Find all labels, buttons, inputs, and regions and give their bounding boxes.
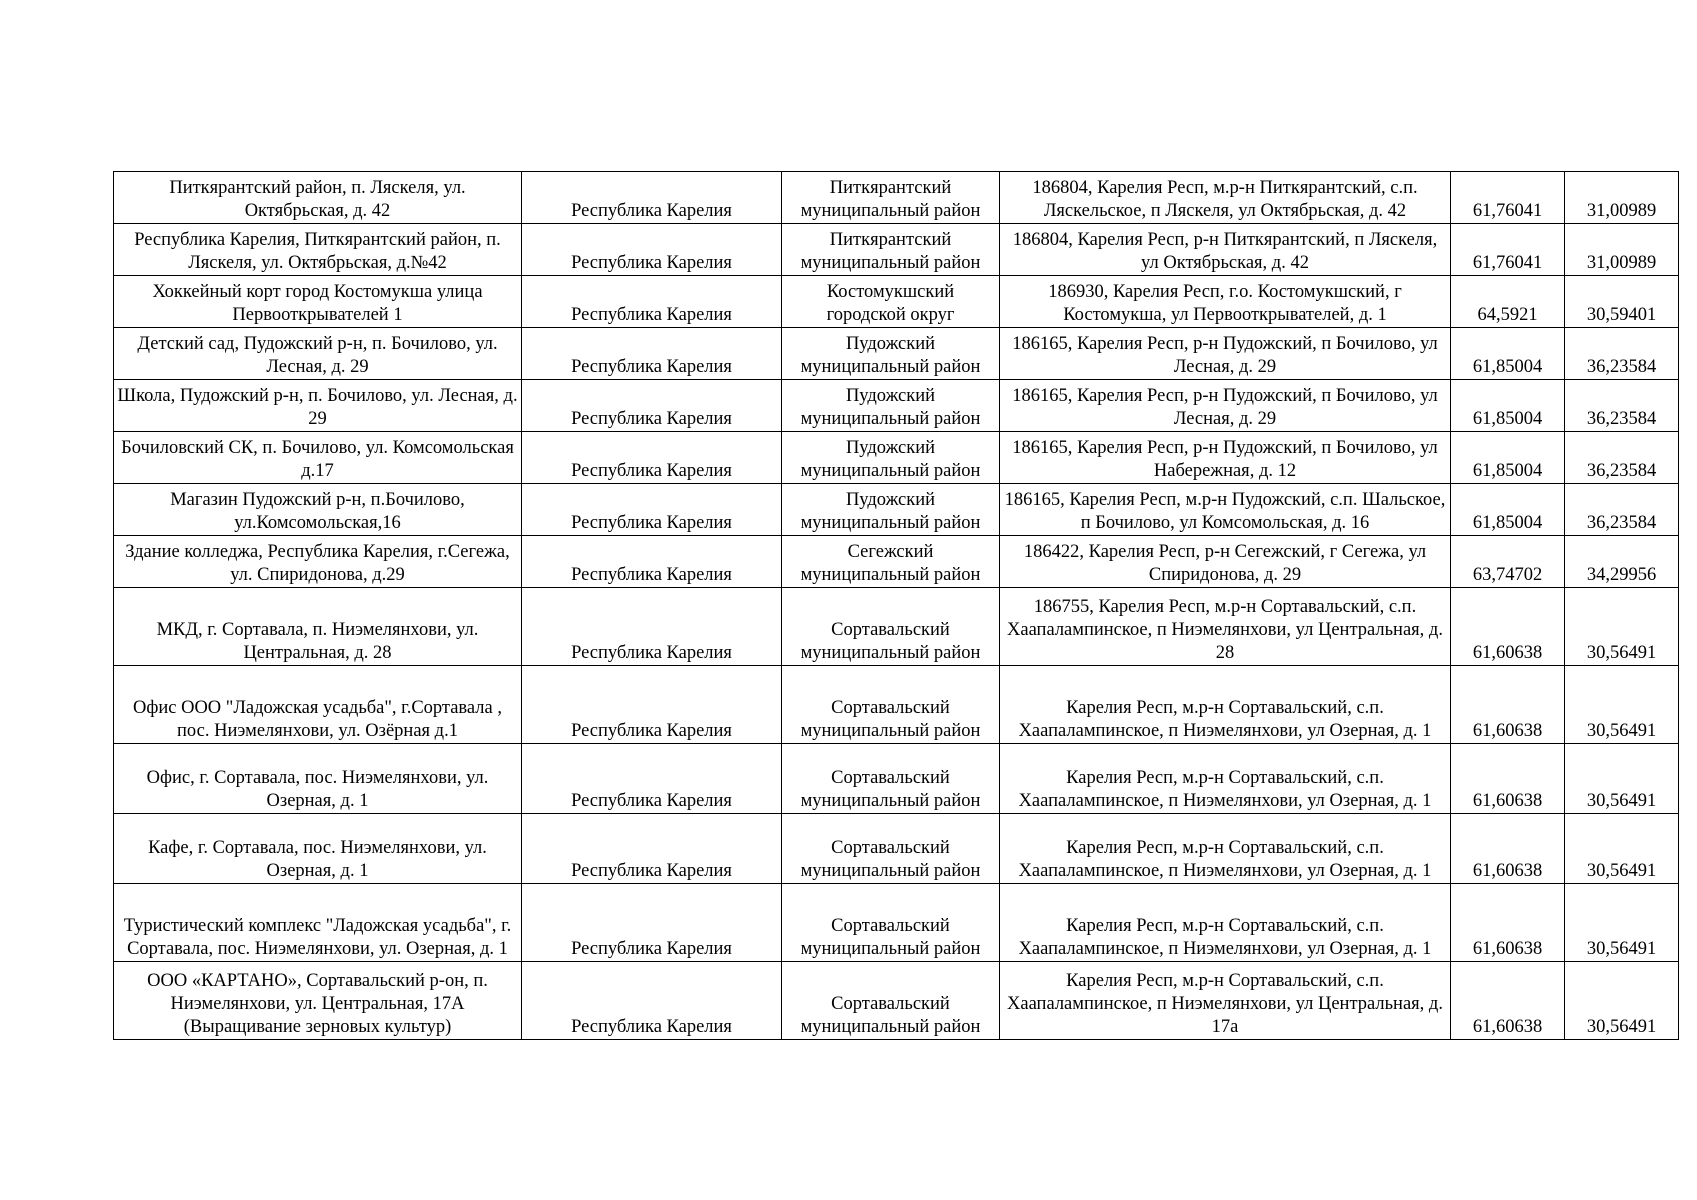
address-cell: 186165, Карелия Респ, р-н Пудожский, п Бочилово, ул Набережная, д. 12 [1000, 432, 1451, 484]
region-cell: Республика Карелия [522, 328, 782, 380]
object-name-cell: Детский сад, Пудожский р-н, п. Бочилово, ул. Лесная, д. 29 [114, 328, 522, 380]
object-name-cell: Офис ООО "Ладожская усадьба", г.Сортавала , пос. Ниэмелянхови, ул. Озёрная д.1 [114, 666, 522, 744]
longitude-cell: 30,56491 [1565, 588, 1679, 666]
object-name-cell: Школа, Пудожский р-н, п. Бочилово, ул. Лесная, д. 29 [114, 380, 522, 432]
latitude-cell: 61,60638 [1451, 814, 1565, 884]
latitude-cell: 61,60638 [1451, 666, 1565, 744]
region-cell: Республика Карелия [522, 666, 782, 744]
table-row [114, 484, 1679, 536]
latitude-cell: 61,76041 [1451, 172, 1565, 224]
longitude-cell: 36,23584 [1565, 484, 1679, 536]
table-row [114, 744, 1679, 814]
district-cell: Пудожский муниципальный район [782, 484, 1000, 536]
address-cell: Карелия Респ, м.р-н Сортавальский, с.п. Хаапалампинское, п Ниэмелянхови, ул Озерная, д. 1 [1000, 884, 1451, 962]
latitude-cell: 63,74702 [1451, 536, 1565, 588]
region-cell: Республика Карелия [522, 276, 782, 328]
latitude-cell: 61,60638 [1451, 962, 1565, 1040]
table-row [114, 588, 1679, 666]
object-name-cell: МКД, г. Сортавала, п. Ниэмелянхови, ул. Центральная, д. 28 [114, 588, 522, 666]
district-cell: Сегежский муниципальный район [782, 536, 1000, 588]
table-row [114, 814, 1679, 884]
region-cell: Республика Карелия [522, 172, 782, 224]
address-cell: Карелия Респ, м.р-н Сортавальский, с.п. Хаапалампинское, п Ниэмелянхови, ул Озерная, д. 1 [1000, 814, 1451, 884]
latitude-cell: 61,85004 [1451, 484, 1565, 536]
district-cell: Сортавальский муниципальный район [782, 744, 1000, 814]
district-cell: Сортавальский муниципальный район [782, 962, 1000, 1040]
longitude-cell: 30,56491 [1565, 814, 1679, 884]
district-cell: Питкярантский муниципальный район [782, 224, 1000, 276]
table-row [114, 432, 1679, 484]
latitude-cell: 61,60638 [1451, 884, 1565, 962]
latitude-cell: 61,76041 [1451, 224, 1565, 276]
longitude-cell: 31,00989 [1565, 172, 1679, 224]
latitude-cell: 61,60638 [1451, 744, 1565, 814]
district-cell: Сортавальский муниципальный район [782, 814, 1000, 884]
object-name-cell: Хоккейный корт город Костомукша улица Первооткрывателей 1 [114, 276, 522, 328]
latitude-cell: 61,60638 [1451, 588, 1565, 666]
district-cell: Пудожский муниципальный район [782, 432, 1000, 484]
district-cell: Пудожский муниципальный район [782, 380, 1000, 432]
region-cell: Республика Карелия [522, 588, 782, 666]
longitude-cell: 36,23584 [1565, 432, 1679, 484]
address-cell: Карелия Респ, м.р-н Сортавальский, с.п. Хаапалампинское, п Ниэмелянхови, ул Озерная, д. 1 [1000, 666, 1451, 744]
longitude-cell: 34,29956 [1565, 536, 1679, 588]
address-cell: 186804, Карелия Респ, м.р-н Питкярантский, с.п. Ляскельское, п Ляскеля, ул Октябрьская, д. 42 [1000, 172, 1451, 224]
table-row [114, 224, 1679, 276]
longitude-cell: 36,23584 [1565, 328, 1679, 380]
object-name-cell: Бочиловский СК, п. Бочилово, ул. Комсомольская д.17 [114, 432, 522, 484]
table-row [114, 962, 1679, 1040]
table-row [114, 172, 1679, 224]
object-name-cell: Офис, г. Сортавала, пос. Ниэмелянхови, ул. Озерная, д. 1 [114, 744, 522, 814]
table-row [114, 328, 1679, 380]
address-cell: 186755, Карелия Респ, м.р-н Сортавальский, с.п. Хаапалампинское, п Ниэмелянхови, ул Центральная, д. 28 [1000, 588, 1451, 666]
address-cell: 186422, Карелия Респ, р-н Сегежский, г Сегежа, ул Спиридонова, д. 29 [1000, 536, 1451, 588]
object-name-cell: Туристический комплекс "Ладожская усадьба", г. Сортавала, пос. Ниэмелянхови, ул. Озерная, д. 1 [114, 884, 522, 962]
address-cell: 186165, Карелия Респ, м.р-н Пудожский, с.п. Шальское, п Бочилово, ул Комсомольская, д. 16 [1000, 484, 1451, 536]
address-cell: 186165, Карелия Респ, р-н Пудожский, п Бочилово, ул Лесная, д. 29 [1000, 380, 1451, 432]
district-cell: Сортавальский муниципальный район [782, 884, 1000, 962]
longitude-cell: 31,00989 [1565, 224, 1679, 276]
table-row [114, 666, 1679, 744]
longitude-cell: 30,56491 [1565, 666, 1679, 744]
district-cell: Пудожский муниципальный район [782, 328, 1000, 380]
address-cell: 186930, Карелия Респ, г.о. Костомукшский, г Костомукша, ул Первооткрывателей, д. 1 [1000, 276, 1451, 328]
region-cell: Республика Карелия [522, 224, 782, 276]
region-cell: Республика Карелия [522, 380, 782, 432]
district-cell: Сортавальский муниципальный район [782, 666, 1000, 744]
district-cell: Сортавальский муниципальный район [782, 588, 1000, 666]
region-cell: Республика Карелия [522, 814, 782, 884]
address-cell: Карелия Респ, м.р-н Сортавальский, с.п. Хаапалампинское, п Ниэмелянхови, ул Озерная, д. 1 [1000, 744, 1451, 814]
object-name-cell: Кафе, г. Сортавала, пос. Ниэмелянхови, ул. Озерная, д. 1 [114, 814, 522, 884]
latitude-cell: 64,5921 [1451, 276, 1565, 328]
table-row [114, 380, 1679, 432]
address-cell: 186804, Карелия Респ, р-н Питкярантский, п Ляскеля, ул Октябрьская, д. 42 [1000, 224, 1451, 276]
region-cell: Республика Карелия [522, 536, 782, 588]
table-row [114, 276, 1679, 328]
region-cell: Республика Карелия [522, 432, 782, 484]
latitude-cell: 61,85004 [1451, 328, 1565, 380]
region-cell: Республика Карелия [522, 744, 782, 814]
longitude-cell: 30,56491 [1565, 962, 1679, 1040]
object-name-cell: Республика Карелия, Питкярантский район, п. Ляскеля, ул. Октябрьская, д.№42 [114, 224, 522, 276]
table-row [114, 884, 1679, 962]
region-cell: Республика Карелия [522, 884, 782, 962]
object-name-cell: Здание колледжа, Республика Карелия, г.Сегежа, ул. Спиридонова, д.29 [114, 536, 522, 588]
region-cell: Республика Карелия [522, 962, 782, 1040]
district-cell: Костомукшский городской округ [782, 276, 1000, 328]
region-cell: Республика Карелия [522, 484, 782, 536]
district-cell: Питкярантский муниципальный район [782, 172, 1000, 224]
object-name-cell: Магазин Пудожский р-н, п.Бочилово, ул.Комсомольская,16 [114, 484, 522, 536]
latitude-cell: 61,85004 [1451, 380, 1565, 432]
locations-table [113, 171, 1679, 1040]
latitude-cell: 61,85004 [1451, 432, 1565, 484]
object-name-cell: Питкярантский район, п. Ляскеля, ул. Октябрьская, д. 42 [114, 172, 522, 224]
table-row [114, 536, 1679, 588]
address-cell: 186165, Карелия Респ, р-н Пудожский, п Бочилово, ул Лесная, д. 29 [1000, 328, 1451, 380]
address-cell: Карелия Респ, м.р-н Сортавальский, с.п. Хаапалампинское, п Ниэмелянхови, ул Центральная, д. 17а [1000, 962, 1451, 1040]
object-name-cell: ООО «КАРТАНО», Сортавальский р-он, п. Ниэмелянхови, ул. Центральная, 17А (Выращивание зерновых культур) [114, 962, 522, 1040]
longitude-cell: 30,56491 [1565, 884, 1679, 962]
longitude-cell: 30,56491 [1565, 744, 1679, 814]
longitude-cell: 36,23584 [1565, 380, 1679, 432]
longitude-cell: 30,59401 [1565, 276, 1679, 328]
